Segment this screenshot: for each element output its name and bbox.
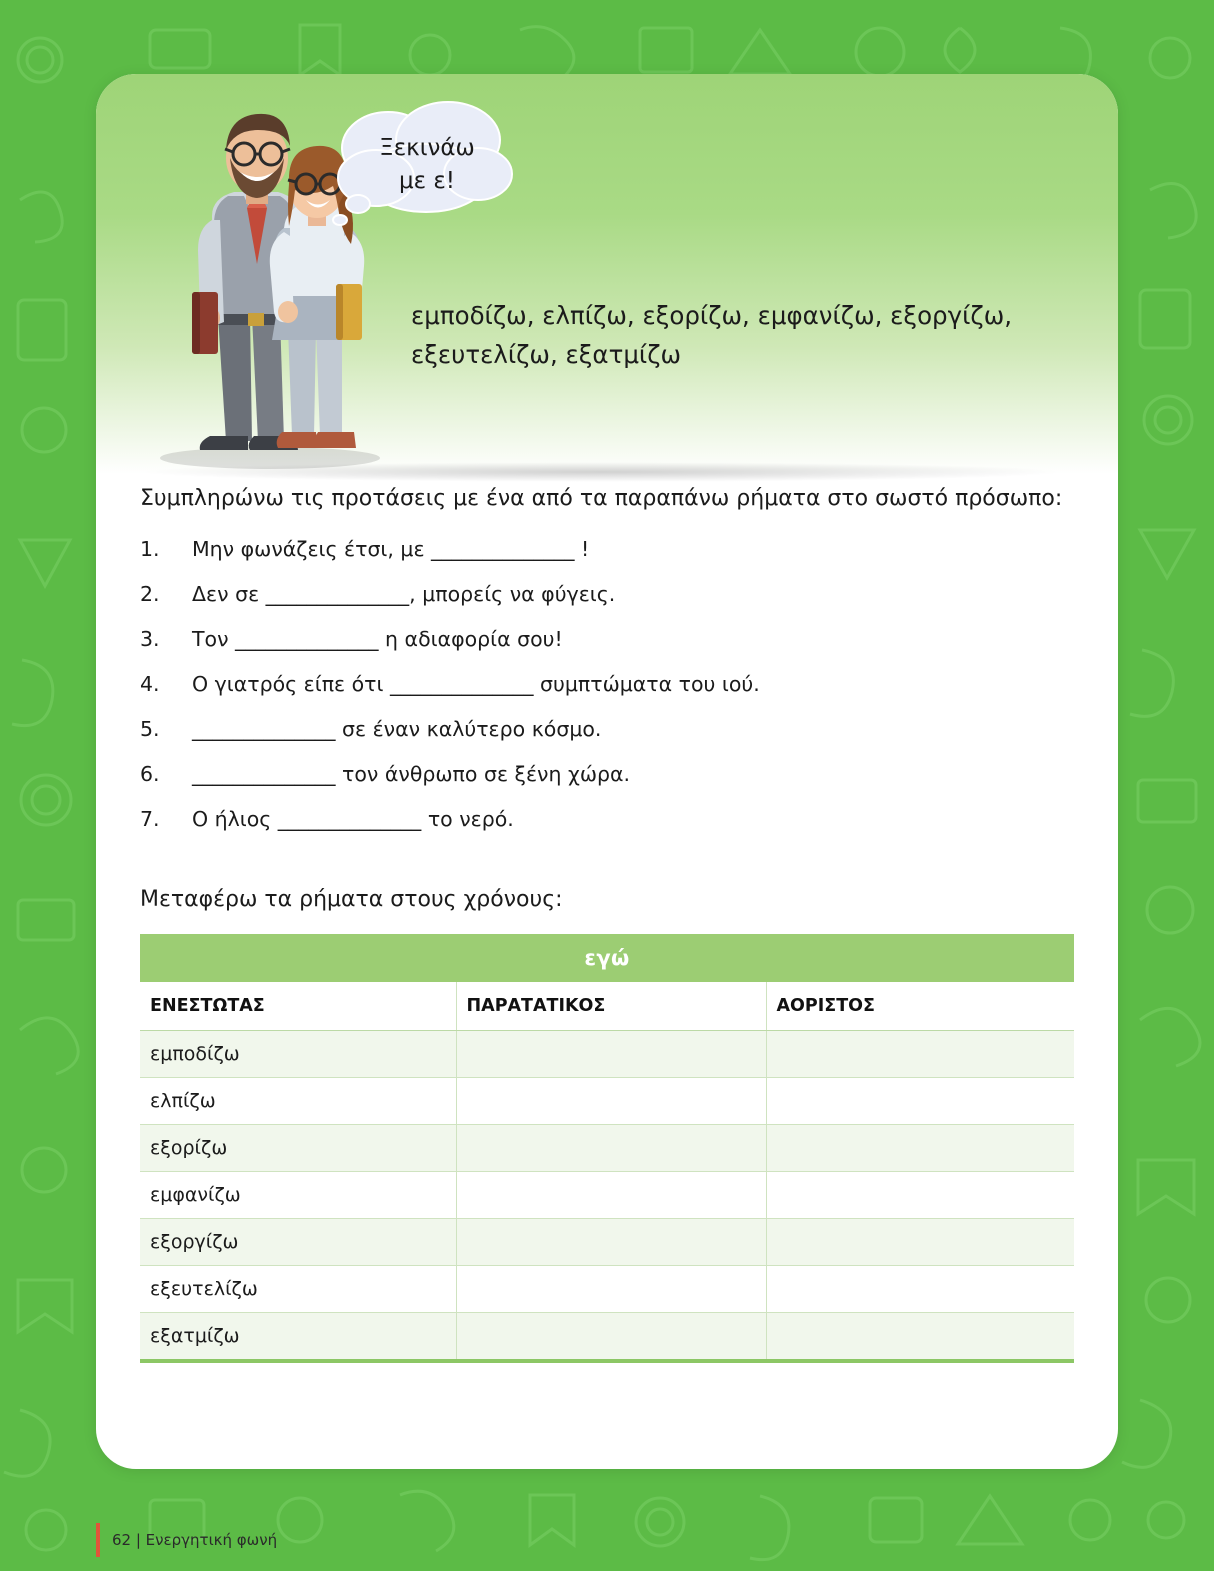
speech-bubble-line2: με ε! [398, 168, 456, 195]
list-item [140, 582, 1074, 606]
list-item [140, 537, 1074, 561]
list-item [140, 627, 1074, 651]
table-row [140, 1313, 1074, 1362]
cell-imperfect[interactable] [456, 1266, 766, 1313]
exercise-list [140, 537, 1074, 831]
cell-aorist[interactable] [766, 1125, 1074, 1172]
cell-present: εμποδίζω [140, 1031, 456, 1078]
item-number: 2. [140, 582, 160, 606]
speech-bubble-line1: Ξεκινάω [379, 135, 475, 161]
hero-shadow [136, 462, 1066, 482]
column-header-aorist: ΑΟΡΙΣΤΟΣ [766, 982, 1074, 1031]
speech-bubble [318, 96, 528, 236]
column-header-present: ΕΝΕΣΤΩΤΑΣ [140, 982, 456, 1031]
column-header-imperfect: ΠΑΡΑΤΑΤΙΚΟΣ [456, 982, 766, 1031]
table-row [140, 1078, 1074, 1125]
speech-bubble-text [352, 132, 502, 199]
item-text: Ο ήλιος ______________ το νερό. [192, 807, 514, 831]
list-item [140, 762, 1074, 786]
conjugation-table [140, 934, 1074, 1363]
cell-aorist[interactable] [766, 1219, 1074, 1266]
cell-imperfect[interactable] [456, 1031, 766, 1078]
cell-aorist[interactable] [766, 1266, 1074, 1313]
table-title: εγώ [140, 934, 1074, 982]
item-number: 6. [140, 762, 160, 786]
list-item [140, 807, 1074, 831]
item-number: 5. [140, 717, 160, 741]
hero-banner [96, 74, 1118, 474]
table-row [140, 1031, 1074, 1078]
item-number: 7. [140, 807, 160, 831]
cell-aorist[interactable] [766, 1172, 1074, 1219]
item-number: 3. [140, 627, 160, 651]
cell-present: εμφανίζω [140, 1172, 456, 1219]
table-row [140, 1266, 1074, 1313]
cell-present: εξευτελίζω [140, 1266, 456, 1313]
cell-imperfect[interactable] [456, 1172, 766, 1219]
list-item [140, 717, 1074, 741]
worksheet-content [96, 486, 1118, 1363]
cell-present: εξοργίζω [140, 1219, 456, 1266]
cell-present: εξατμίζω [140, 1313, 456, 1362]
cell-imperfect[interactable] [456, 1078, 766, 1125]
footer-text: 62 | Ενεργητική φωνή [112, 1531, 278, 1549]
table-header-row [140, 982, 1074, 1031]
table-row [140, 1219, 1074, 1266]
cell-present: ελπίζω [140, 1078, 456, 1125]
cell-imperfect[interactable] [456, 1313, 766, 1362]
item-text: Δεν σε ______________, μπορείς να φύγεις. [192, 582, 616, 606]
cell-imperfect[interactable] [456, 1125, 766, 1172]
table-instruction: Μεταφέρω τα ρήματα στους χρόνους: [140, 887, 563, 912]
verb-list: εμποδίζω, ελπίζω, εξορίζω, εμφανίζω, εξοργίζω, εξευτελίζω, εξατμίζω [411, 301, 1013, 370]
exercise-instruction: Συμπληρώνω τις προτάσεις με ένα από τα παραπάνω ρήματα στο σωστό πρόσωπο: [140, 486, 1063, 511]
cell-imperfect[interactable] [456, 1219, 766, 1266]
item-number: 1. [140, 537, 160, 561]
list-item [140, 672, 1074, 696]
item-number: 4. [140, 672, 160, 696]
table-title-row [140, 934, 1074, 982]
item-text: ______________ σε έναν καλύτερο κόσμο. [192, 717, 602, 741]
item-text: ______________ τον άνθρωπο σε ξένη χώρα. [192, 762, 631, 786]
table-row [140, 1125, 1074, 1172]
cell-present: εξορίζω [140, 1125, 456, 1172]
item-text: Ο γιατρός είπε ότι ______________ συμπτώματα του ιού. [192, 672, 760, 696]
table-row [140, 1172, 1074, 1219]
cell-aorist[interactable] [766, 1313, 1074, 1362]
cell-aorist[interactable] [766, 1031, 1074, 1078]
page-footer [96, 1523, 277, 1557]
worksheet-page [96, 74, 1118, 1469]
footer-accent-bar [96, 1523, 100, 1557]
item-text: Τον ______________ η αδιαφορία σου! [192, 627, 563, 651]
item-text: Μην φωνάζεις έτσι, με ______________ ! [192, 537, 590, 561]
cell-aorist[interactable] [766, 1078, 1074, 1125]
